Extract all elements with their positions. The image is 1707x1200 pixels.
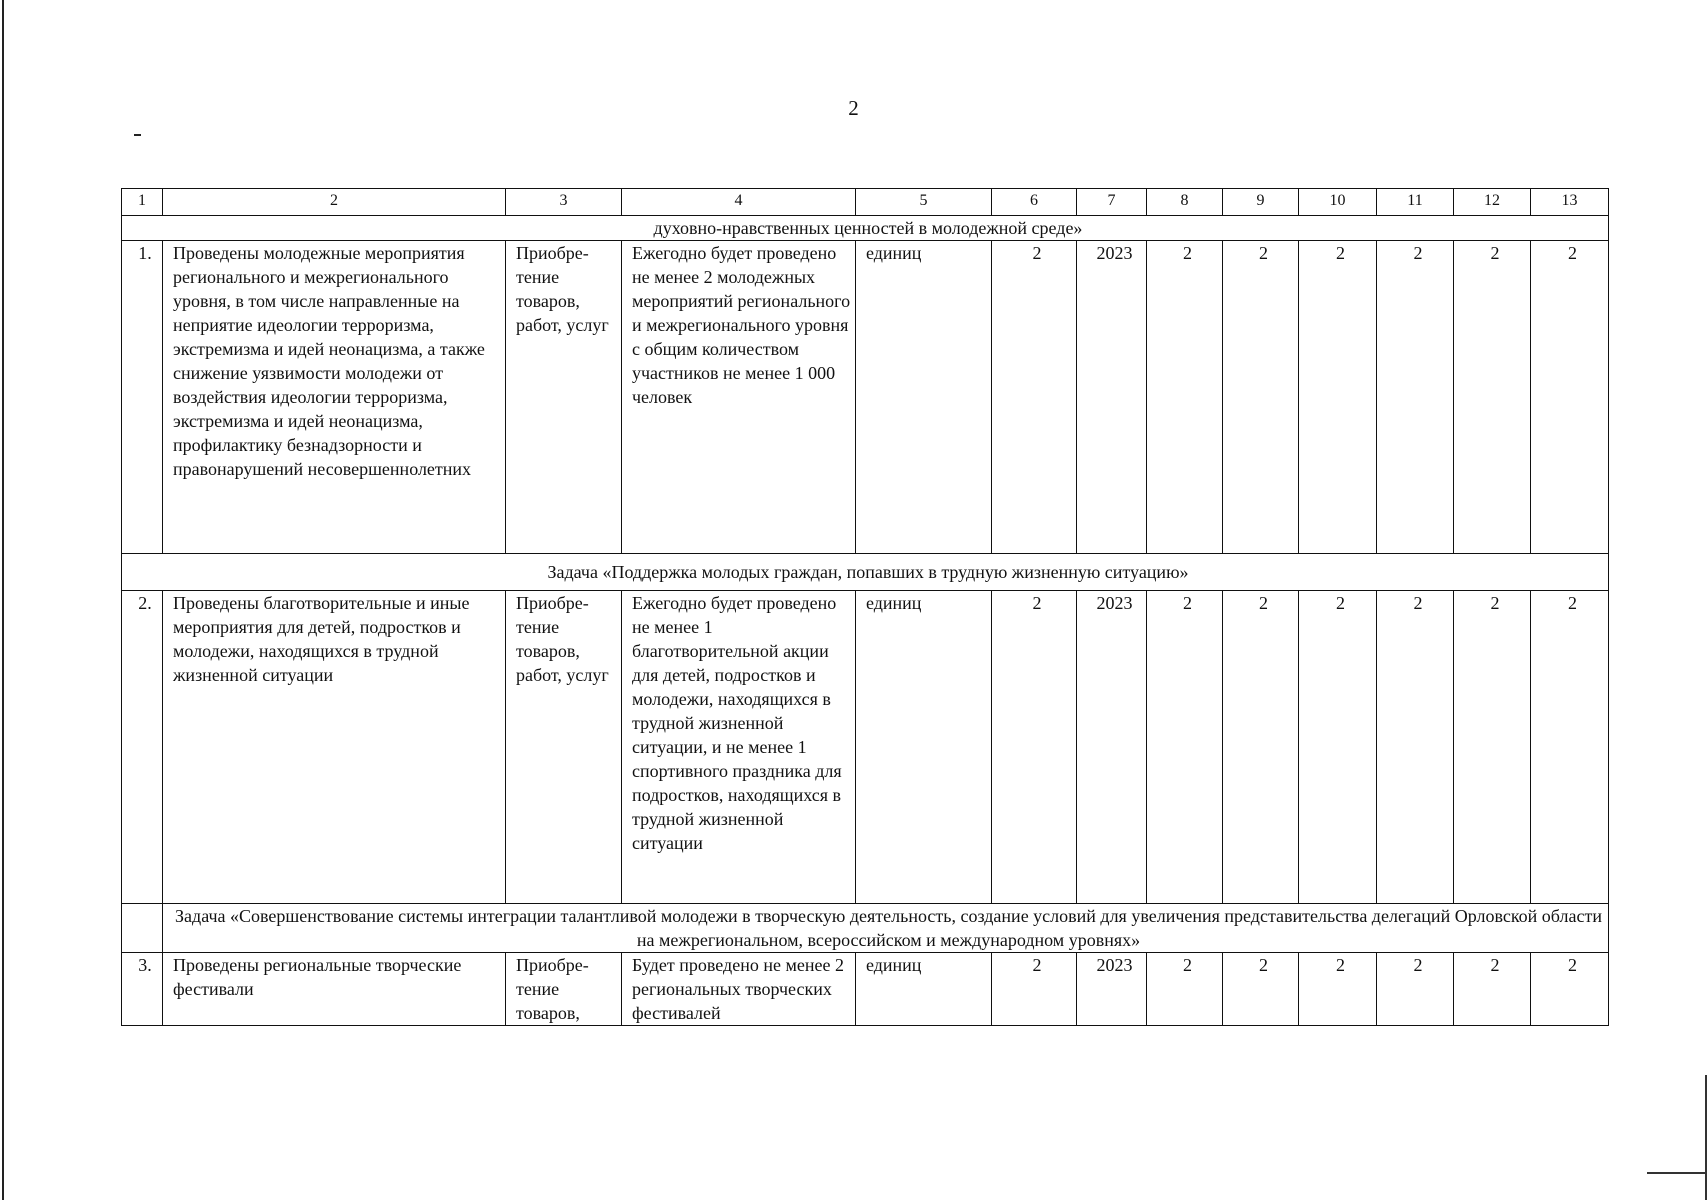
table-row	[122, 953, 1609, 1026]
value-cell: 2	[1299, 591, 1377, 904]
value-cell: 2	[1454, 591, 1531, 904]
column-header: 10	[1299, 189, 1377, 216]
column-header: 12	[1454, 189, 1531, 216]
value-cell: 2	[1299, 953, 1377, 1026]
column-header: 2	[163, 189, 506, 216]
unit-cell: единиц	[856, 953, 992, 1026]
value-cell: 2	[1531, 953, 1609, 1026]
value-cell: 2	[1531, 591, 1609, 904]
column-header: 3	[506, 189, 622, 216]
value-cell: 2	[992, 241, 1077, 554]
section-continuation: духовно-нравственных ценностей в молодежной среде»	[122, 216, 1609, 241]
year-cell: 2023	[1077, 591, 1147, 904]
task-row	[122, 904, 1609, 953]
year-cell: 2023	[1077, 241, 1147, 554]
value-cell: 2	[1454, 241, 1531, 554]
plan-table	[121, 188, 1609, 1026]
unit-cell: единиц	[856, 241, 992, 554]
value-cell: 2	[1377, 591, 1454, 904]
task-title: Задача «Поддержка молодых граждан, попавших в трудную жизненную ситуацию»	[122, 554, 1609, 591]
description-cell: Ежегодно будет проведено не менее 1 благотворительной акции для детей, подростков и молодежи, находящихся в трудной жизненной ситуации, и не менее 1 спортивного праздника для подростков, находящихся в трудной жизненной ситуации	[622, 591, 856, 904]
value-cell: 2	[1147, 591, 1223, 904]
type-cell: Приобре-тение товаров,	[506, 953, 622, 1026]
value-cell: 2	[1223, 591, 1299, 904]
result-cell: Проведены молодежные мероприятия регионального и межрегионального уровня, в том числе направленные на неприятие идеологии терроризма, экстремизма и идей неонацизма, а также снижение уязвимости молодежи от воздействия идеологии терроризма, экстремизма и идей неонацизма, профилактику безнадзорности и правонарушений несовершеннолетних	[163, 241, 506, 554]
unit-cell: единиц	[856, 591, 992, 904]
value-cell: 2	[1454, 953, 1531, 1026]
value-cell: 2	[1377, 241, 1454, 554]
row-number: 3.	[122, 953, 163, 1026]
value-cell: 2	[1147, 953, 1223, 1026]
column-header: 7	[1077, 189, 1147, 216]
value-cell: 2	[992, 591, 1077, 904]
column-header: 1	[122, 189, 163, 216]
page-number: 2	[848, 96, 859, 120]
task-title: Задача «Совершенствование системы интеграции талантливой молодежи в творческую деятельность, создание условий для увеличения представительства делегаций Орловской области на межрегиональном, всероссийском и международном уровнях»	[163, 904, 1609, 953]
column-header: 9	[1223, 189, 1299, 216]
column-number-row	[122, 189, 1609, 216]
value-cell: 2	[1147, 241, 1223, 554]
row-number: 1.	[122, 241, 163, 554]
type-cell: Приобре-тение товаров, работ, услуг	[506, 241, 622, 554]
scan-edge-bottom	[1647, 1172, 1707, 1174]
result-cell: Проведены благотворительные и иные мероприятия для детей, подростков и молодежи, находящихся в трудной жизненной ситуации	[163, 591, 506, 904]
scan-edge-left	[2, 0, 4, 1200]
year-cell: 2023	[1077, 953, 1147, 1026]
column-header: 13	[1531, 189, 1609, 216]
description-cell: Будет проведено не менее 2 региональных творческих фестивалей	[622, 953, 856, 1026]
value-cell: 2	[1223, 953, 1299, 1026]
type-cell: Приобре-тение товаров, работ, услуг	[506, 591, 622, 904]
value-cell: 2	[1377, 953, 1454, 1026]
task-row	[122, 554, 1609, 591]
row-number: 2.	[122, 591, 163, 904]
table-row	[122, 241, 1609, 554]
column-header: 4	[622, 189, 856, 216]
description-cell: Ежегодно будет проведено не менее 2 молодежных мероприятий регионального и межрегионального уровня с общим количеством участников не менее 1 000 человек	[622, 241, 856, 554]
value-cell: 2	[1223, 241, 1299, 554]
section-row	[122, 216, 1609, 241]
value-cell: 2	[1531, 241, 1609, 554]
scan-mark	[134, 134, 141, 136]
column-header: 5	[856, 189, 992, 216]
result-cell: Проведены региональные творческие фестивали	[163, 953, 506, 1026]
column-header: 6	[992, 189, 1077, 216]
column-header: 11	[1377, 189, 1454, 216]
value-cell: 2	[1299, 241, 1377, 554]
value-cell: 2	[992, 953, 1077, 1026]
column-header: 8	[1147, 189, 1223, 216]
table-row	[122, 591, 1609, 904]
empty-cell	[122, 904, 163, 953]
